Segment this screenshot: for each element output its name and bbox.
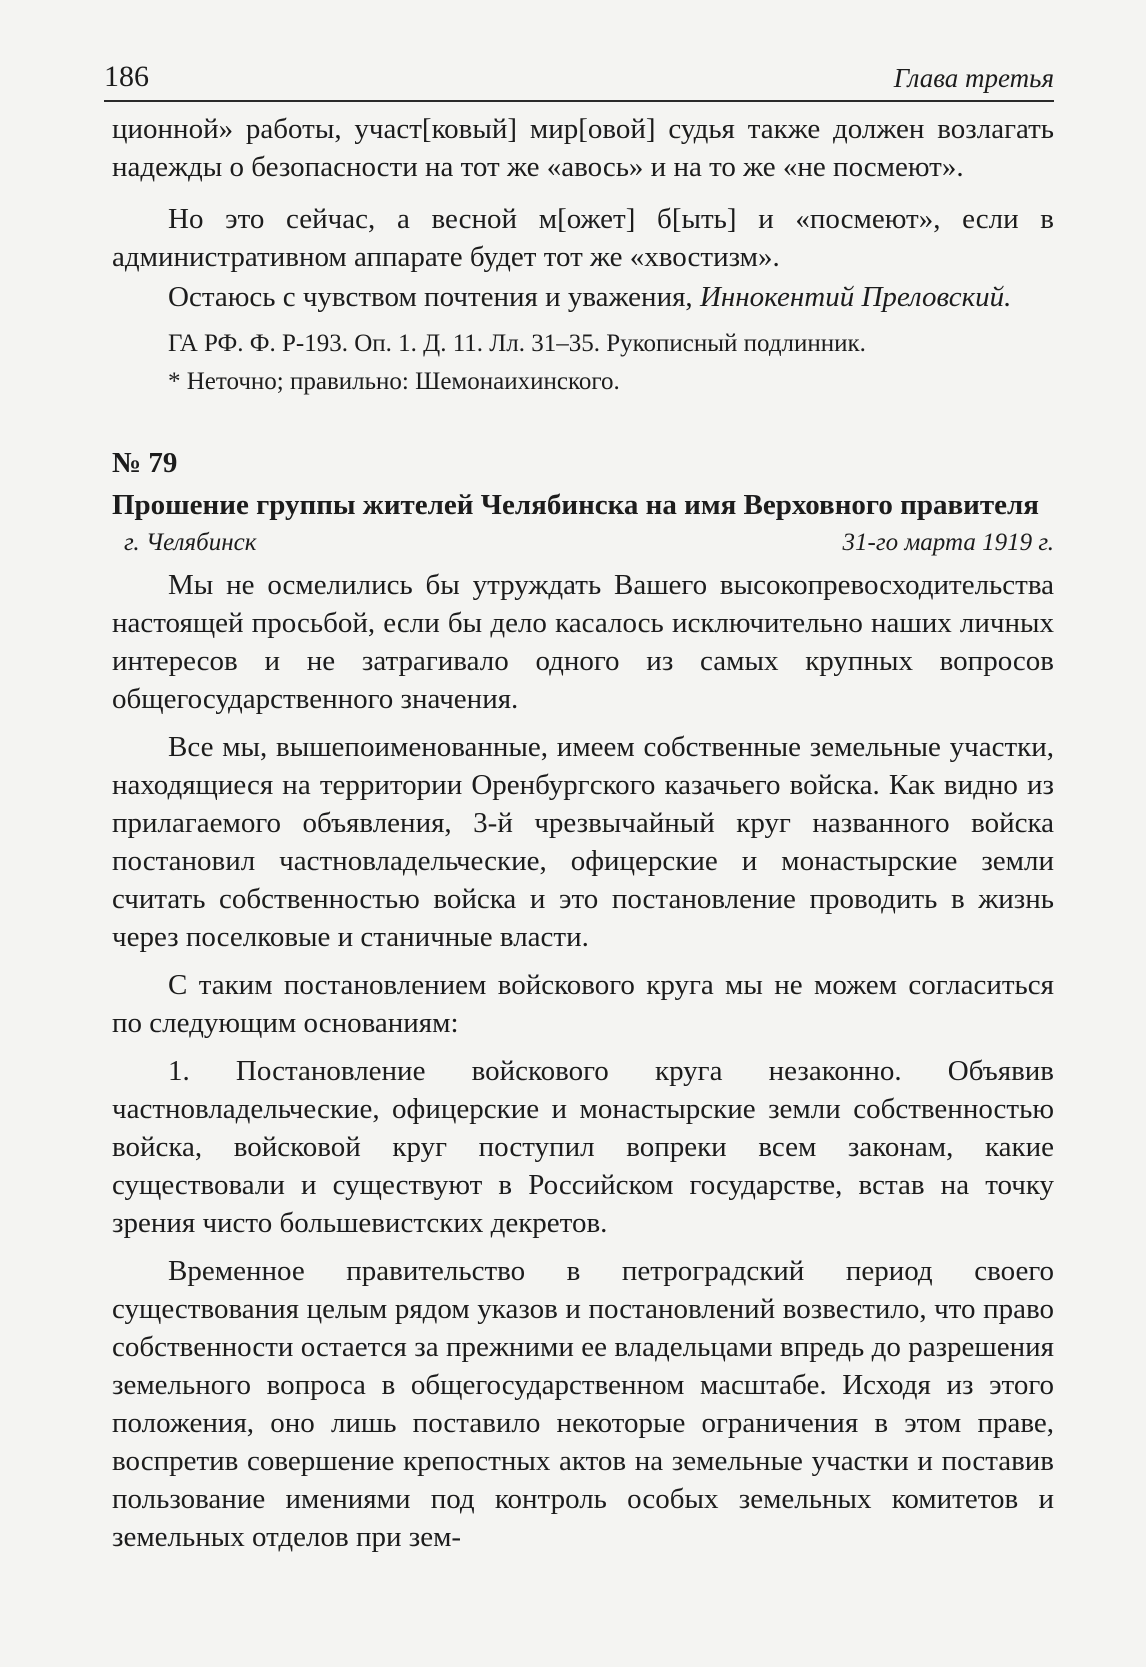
closing-line xyxy=(112,278,1054,316)
paragraph: Все мы, вышепоименованные, имеем собственные земельные участки, находящиеся на территории Оренбургского казачьего войска. Как видно из прилагаемого объявления, 3-й чрезвычайный круг названного войска постановил частновладельческие, офицерские и монастырские земли считать собственностью войска и это постановление проводить в жизнь через поселковые и станичные власти. xyxy=(112,731,1054,953)
continued-paragraph: ционной» работы, участ[ковый] мир[овой] судья также должен возлагать надежды о безопасности на тот же «авось» и на то же «не посмеют». xyxy=(112,113,1054,183)
closing-text: Остаюсь с чувством почтения и уважения, xyxy=(168,281,693,313)
paragraph: Временное правительство в петроградский период своего существования целым рядом указов и постановлений возвестило, что право собственности остается за прежними ее владельцами впредь до разрешения земельного вопроса в общегосударственном масштабе. Исходя из этого положения, оно лишь поставило некоторые ограничения в этом праве, воспретив совершение крепостных актов на земельные участки и поставив пользование имениями под контроль особых земельных комитетов и земельных отделов при зем- xyxy=(112,1255,1054,1553)
page-number: 186 xyxy=(104,60,149,93)
paragraph: Но это сейчас, а весной м[ожет] б[ыть] и «посмеют», если в административном аппарате будет тот же «хвостизм». xyxy=(112,203,1054,273)
archive-source: ГА РФ. Ф. Р-193. Оп. 1. Д. 11. Лл. 31–35. Рукописный подлинник. xyxy=(168,330,866,357)
paragraph: С таким постановлением войскового круга мы не можем согласиться по следующим основаниям: xyxy=(112,969,1054,1039)
document-title: Прошение группы жителей Челябинска на имя Верховного правителя xyxy=(112,489,1039,521)
place-date-line xyxy=(112,526,1054,560)
paragraph: Мы не осмелились бы утруждать Вашего высокопревосходительства настоящей просьбой, если бы дело касалось исключительно наших личных интересов и не затрагивало одного из самых крупных вопросов общегосударственного значения. xyxy=(112,569,1054,715)
signature: Иннокентий Преловский. xyxy=(699,281,1012,313)
footnote: * Неточно; правильно: Шемонаихинского. xyxy=(168,368,620,395)
document-date: 31-го марта 1919 г. xyxy=(842,529,1054,556)
page-content xyxy=(112,110,1054,1556)
document-place: г. Челябинск xyxy=(124,529,257,556)
running-header xyxy=(104,52,1054,102)
chapter-title: Глава третья xyxy=(893,63,1054,93)
paragraph: 1. Постановление войскового круга незаконно. Объявив частновладельческие, офицерские и монастырские земли собственностью войска, войсковой круг поступил вопреки всем законам, какие существовали и существуют в Российском государстве, встав на точку зрения чисто большевистских декретов. xyxy=(112,1055,1054,1239)
document-number: № 79 xyxy=(112,447,178,479)
